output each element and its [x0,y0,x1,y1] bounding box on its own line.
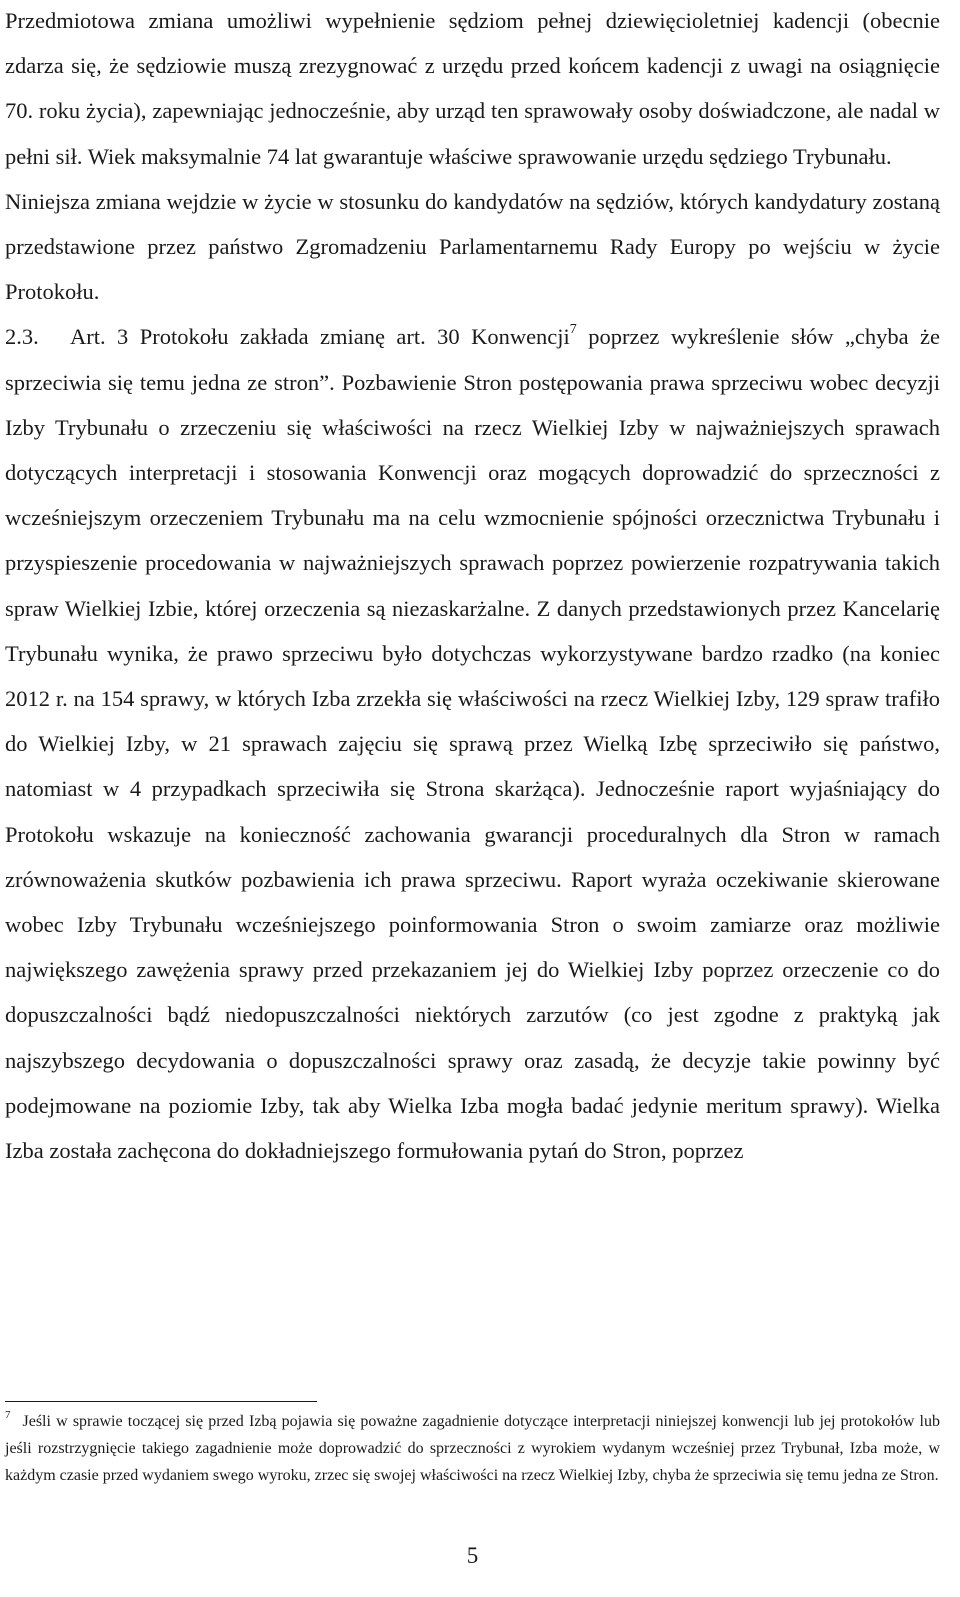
footnote-separator [5,1401,317,1402]
paragraph-section-2-3 [5,314,940,1173]
footnote-marker: 7 [5,1409,11,1421]
paragraph-entry-into-force: Niniejsza zmiana wejdzie w życie w stosunku do kandydatów na sędziów, których kandydatury zostaną przedstawione przez państwo Zgromadzeniu Parlamentarnemu Rady Europy po wejściu w życie Protokołu. [5,188,940,305]
document-page [5,0,940,1173]
page-number: 5 [466,1543,479,1568]
footnote-reference: 7 [569,322,577,338]
paragraph-age-limit: Przedmiotowa zmiana umożliwi wypełnienie sędziom pełnej dziewięcioletniej kadencji (obecnie zdarza się, że sędziowie muszą zrezygnować z urzędu przed końcem kadencji z uwagi na osiągnięcie 70. roku życia), zapewniając jednocześnie, aby urząd ten sprawowały osoby doświadczone, ale nadal w pełni sił. Wiek maksymalnie 74 lat gwarantuje właściwe sprawowanie urzędu sędziego Trybunału. [5,8,940,169]
section-body-text: poprzez wykreślenie słów „chyba że sprzeciwia się temu jedna ze stron”. Pozbawienie Stron postępowania prawa sprzeciwu wobec decyzji Izby Trybunału o zrzeczeniu się właściwości na rzecz Wielkiej Izby w najważniejszych sprawach dotyczących interpretacji i stosowania Konwencji oraz mogących doprowadzić do sprzeczności z wcześniejszym orzeczeniem Trybunału ma na celu wzmocnienie spójności orzecznictwa Trybunału i przyspieszenie procedowania w najważniejszych sprawach poprzez powierzenie rozpatrywania takich spraw Wielkiej Izbie, której orzeczenia są niezaskarżalne. Z danych przedstawionych przez Kancelarię Trybunału wynika, że prawo sprzeciwu było dotychczas wykorzystywane bardzo rzadko (na koniec 2012 r. na 154 sprawy, w których Izba zrzekła się właściwości na rzecz Wielkiej Izby, 129 spraw trafiło do Wielkiej Izby, w 21 sprawach zajęciu się sprawą przez Wielką Izbę sprzeciwiło się państwo, natomiast w 4 przypadkach sprzeciwiła się Strona skarżąca). Jednocześnie raport wyjaśniający do Protokołu wskazuje na konieczność zachowania gwarancji proceduralnych dla Stron w ramach zrównoważenia skutków pozbawienia ich prawa sprzeciwu. Raport wyraża oczekiwanie skierowane wobec Izby Trybunału wcześniejszego poinformowania Stron o swoim zamiarze oraz możliwie największego zawężenia sprawy przed przekazaniem jej do Wielkiej Izby poprzez orzeczenie co do dopuszczalności bądź niedopuszczalności niektórych zarzutów (co jest zgodne z praktyką jak najszybszego decydowania o dopuszczalności sprawy oraz zasadą, że decyzje takie powinny być podejmowane na poziomie Izby, tak aby Wielka Izba mogła badać jedynie meritum sprawy). Wielka Izba została zachęcona do dokładniejszego formułowania pytań do Stron, poprzez [5,324,940,1164]
footnote-7 [5,1408,940,1489]
footnote-text: Jeśli w sprawie toczącej się przed Izbą pojawia się poważne zagadnienie dotyczące interpretacji niniejszej konwencji lub jej protokołów lub jeśli rozstrzygnięcie takiego zagadnienie może doprowadzić do sprzeczności z wyrokiem wydanym wcześniej przez Trybunał, Izba może, w każdym czasie przed wydaniem swego wyroku, zrzec się swojej właściwości na rzecz Wielkiej Izby, chyba że sprzeciwia się temu jedna ze Stron. [5,1413,940,1484]
section-lead-text: Art. 3 Protokołu zakłada zmianę art. 30 Konwencji [70,324,570,350]
section-number: 2.3. [5,324,39,350]
